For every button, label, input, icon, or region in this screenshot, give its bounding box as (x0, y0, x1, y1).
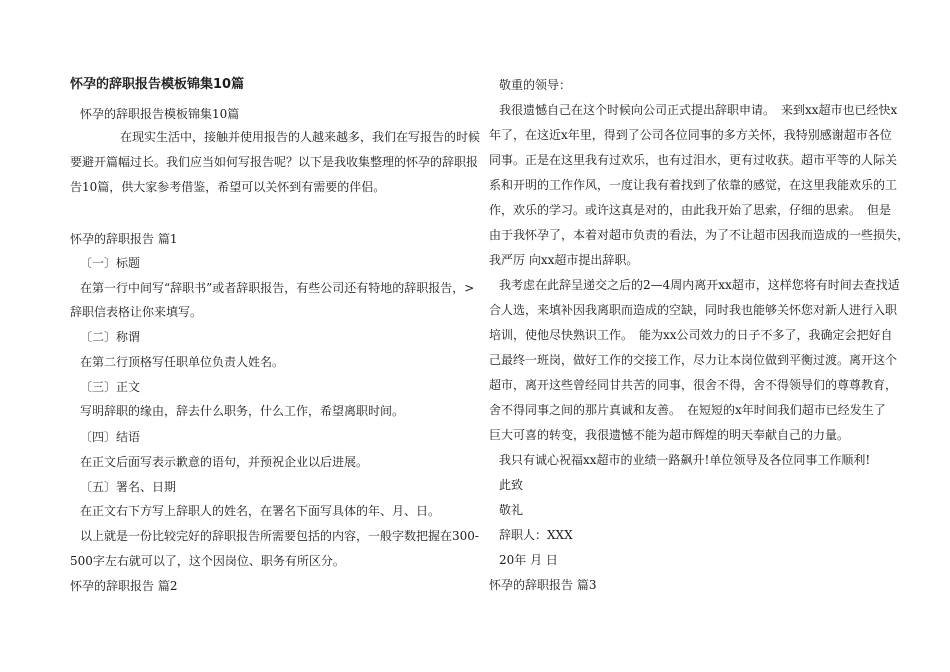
item-text-closing: 在正文后面写表示歉意的语句，并预祝企业以后进展。 (80, 455, 369, 469)
item-heading-title: 〔一〕标题 (80, 256, 141, 270)
intro-line-3: 告10篇，供大家参考借鉴，希望可以关怀到有需要的伴侣。 (70, 180, 386, 194)
letter-closing-2: 敬礼 (499, 503, 524, 517)
item-heading-salutation: 〔二〕称谓 (80, 330, 141, 344)
intro-line-2: 要避开篇幅过长。我们应当如何写报告呢？以下是我收集整理的怀孕的辞职报 (70, 155, 479, 169)
section-heading-1: 怀孕的辞职报告 篇1 (70, 232, 178, 246)
letter-para1-line-2: 年了，在这近x年里，得到了公司各位同事的多方关怀，我特别感谢超市各位 (489, 128, 892, 142)
letter-salutation: 敬重的领导： (499, 78, 572, 92)
letter-para2-line-3: 培训，使他尽快熟识工作。 能为xx公司效力的日子不多了，我确定会把好自 (489, 328, 893, 342)
letter-para1-line-3: 同事。正是在这里我有过欢乐，也有过泪水，更有过收获。超市平等的人际关 (489, 153, 898, 167)
letter-para2-line-6: 舍不得同事之间的那片真诚和友善。 在短短的x年时间我们超市已经发生了 (489, 403, 886, 417)
document-title: 怀孕的辞职报告模板锦集10篇 (70, 77, 245, 92)
summary-line-2: 500字左右就可以了，这个因岗位、职务有所区分。 (70, 554, 345, 568)
letter-para2-line-7: 巨大可喜的转变，我很遗憾不能为超市辉煌的明天奉献自己的力量。 (489, 428, 850, 442)
letter-date: 20年 月 日 (499, 553, 558, 567)
section-heading-2: 怀孕的辞职报告 篇2 (70, 579, 178, 593)
letter-para2-line-2: 合人选，来填补因我离职而造成的空缺，同时我也能够关怀您对新人进行入职 (489, 303, 898, 317)
item-heading-body: 〔三〕正文 (80, 380, 141, 394)
letter-closing-1: 此致 (499, 478, 524, 492)
letter-para2-line-5: 超市，离开这些曾经同甘共苦的同事，很舍不得，舍不得领导们的尊尊教育， (489, 378, 898, 392)
letter-wishes: 我只有诚心祝福xx超市的业绩一路飙升!单位领导及各位同事工作顺利! (499, 453, 871, 467)
letter-para2-line-4: 己最终一班岗，做好工作的交接工作，尽力让本岗位做到平衡过渡。离开这个 (489, 353, 898, 367)
section-heading-3: 怀孕的辞职报告 篇3 (489, 578, 597, 592)
letter-para1-line-1: 我很遗憾自己在这个时候向公司正式提出辞职申请。 来到xx超市也已经快x (499, 103, 898, 117)
item-heading-signature: 〔五〕署名、日期 (80, 480, 177, 494)
item-text-body: 写明辞职的缘由，辞去什么职务，什么工作，希望离职时间。 (80, 404, 405, 418)
item-text-title-1: 在第一行中间写“辞职书”或者辞职报告，有些公司还有特地的辞职报告，> (80, 281, 475, 295)
letter-para1-line-5: 作，欢乐的学习。或许这真是对的，由此我开始了思索，仔细的思索。 但是 (489, 203, 892, 217)
item-text-title-2: 辞职信表格让你来填写。 (70, 305, 203, 319)
item-text-signature: 在正文右下方写上辞职人的姓名，在署名下面写具体的年、月、日。 (80, 504, 441, 518)
item-text-salutation: 在第二行顶格写任职单位负责人姓名。 (80, 355, 285, 369)
letter-para1-line-6: 由于我怀孕了，本着对超市负责的看法，为了不让超市因我而造成的一些损失， (489, 228, 910, 242)
letter-para1-line-7: 我严厉 向xx超市提出辞职。 (489, 253, 639, 267)
letter-para1-line-4: 系和开明的工作作风，一度让我有着找到了依靠的感觉，在这里我能欢乐的工 (489, 178, 898, 192)
intro-line-1: 在现实生活中，接触并使用报告的人越来越多，我们在写报告的时候 (120, 130, 481, 144)
letter-para2-line-1: 我考虑在此辞呈递交之后的2—4周内离开xx超市，这样您将有时间去查找适 (499, 278, 900, 292)
document-subtitle: 怀孕的辞职报告模板锦集10篇 (80, 107, 240, 121)
item-heading-closing: 〔四〕结语 (80, 430, 141, 444)
summary-line-1: 以上就是一份比较完好的辞职报告所需要包括的内容，一般字数把握在300- (80, 529, 479, 543)
letter-signer: 辞职人：XXX (499, 528, 573, 542)
